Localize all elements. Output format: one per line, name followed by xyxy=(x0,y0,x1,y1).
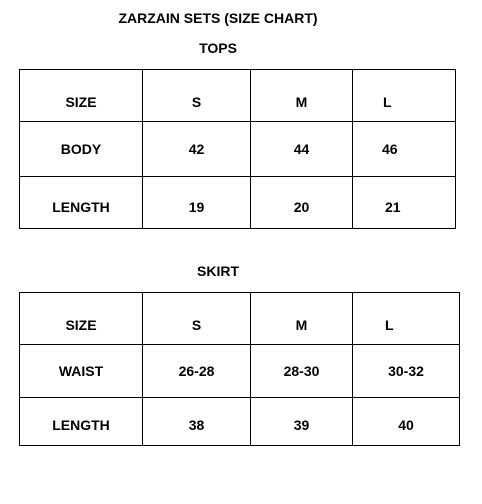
header-m-label: M xyxy=(295,316,308,333)
header-m-label: M xyxy=(295,93,308,110)
table-header-row xyxy=(20,70,456,122)
row-label: LENGTH xyxy=(52,416,110,433)
table-cell xyxy=(20,345,143,398)
header-size-label: SIZE xyxy=(65,93,97,110)
value-s: 42 xyxy=(188,141,205,157)
value-m: 20 xyxy=(293,198,310,215)
value-s: 19 xyxy=(188,198,205,215)
table-cell xyxy=(353,293,460,345)
value-m: 28-30 xyxy=(283,363,320,379)
skirt-size-table xyxy=(19,292,460,446)
table-cell xyxy=(143,122,251,177)
table-cell xyxy=(251,122,353,177)
table-cell xyxy=(353,70,456,122)
table-cell xyxy=(20,177,143,229)
value-l: 40 xyxy=(398,416,414,433)
table-row xyxy=(20,177,456,229)
value-l: 30-32 xyxy=(388,363,424,379)
value-l: 46 xyxy=(382,141,398,157)
table-row xyxy=(20,122,456,177)
table-cell xyxy=(353,398,460,446)
row-label: WAIST xyxy=(58,363,104,379)
value-l: 21 xyxy=(385,198,401,215)
table-cell xyxy=(251,345,353,398)
table-cell xyxy=(353,345,460,398)
table-cell xyxy=(143,177,251,229)
skirt-heading: SKIRT xyxy=(197,263,239,279)
table-cell xyxy=(251,293,353,345)
value-s: 38 xyxy=(188,416,205,433)
table-cell xyxy=(143,345,251,398)
table-cell xyxy=(143,70,251,122)
table-row xyxy=(20,398,460,446)
value-m: 39 xyxy=(293,416,310,433)
table-cell xyxy=(143,293,251,345)
row-label: BODY xyxy=(60,141,102,157)
table-cell xyxy=(20,293,143,345)
header-size-label: SIZE xyxy=(65,316,97,333)
table-cell xyxy=(20,122,143,177)
header-l-label: L xyxy=(383,93,392,110)
tops-size-table xyxy=(19,69,456,229)
table-cell xyxy=(251,398,353,446)
header-l-label: L xyxy=(385,316,394,333)
table-cell xyxy=(353,122,456,177)
table-cell xyxy=(20,398,143,446)
row-label: LENGTH xyxy=(52,198,110,215)
table-cell xyxy=(143,398,251,446)
tops-heading: TOPS xyxy=(199,40,237,56)
header-s-label: S xyxy=(191,93,202,110)
page-title: ZARZAIN SETS (SIZE CHART) xyxy=(118,10,318,26)
value-s: 26-28 xyxy=(178,363,215,379)
table-cell xyxy=(251,70,353,122)
table-cell xyxy=(251,177,353,229)
table-cell xyxy=(353,177,456,229)
table-cell xyxy=(20,70,143,122)
table-row xyxy=(20,345,460,398)
value-m: 44 xyxy=(293,141,310,157)
table-header-row xyxy=(20,293,460,345)
header-s-label: S xyxy=(191,316,202,333)
